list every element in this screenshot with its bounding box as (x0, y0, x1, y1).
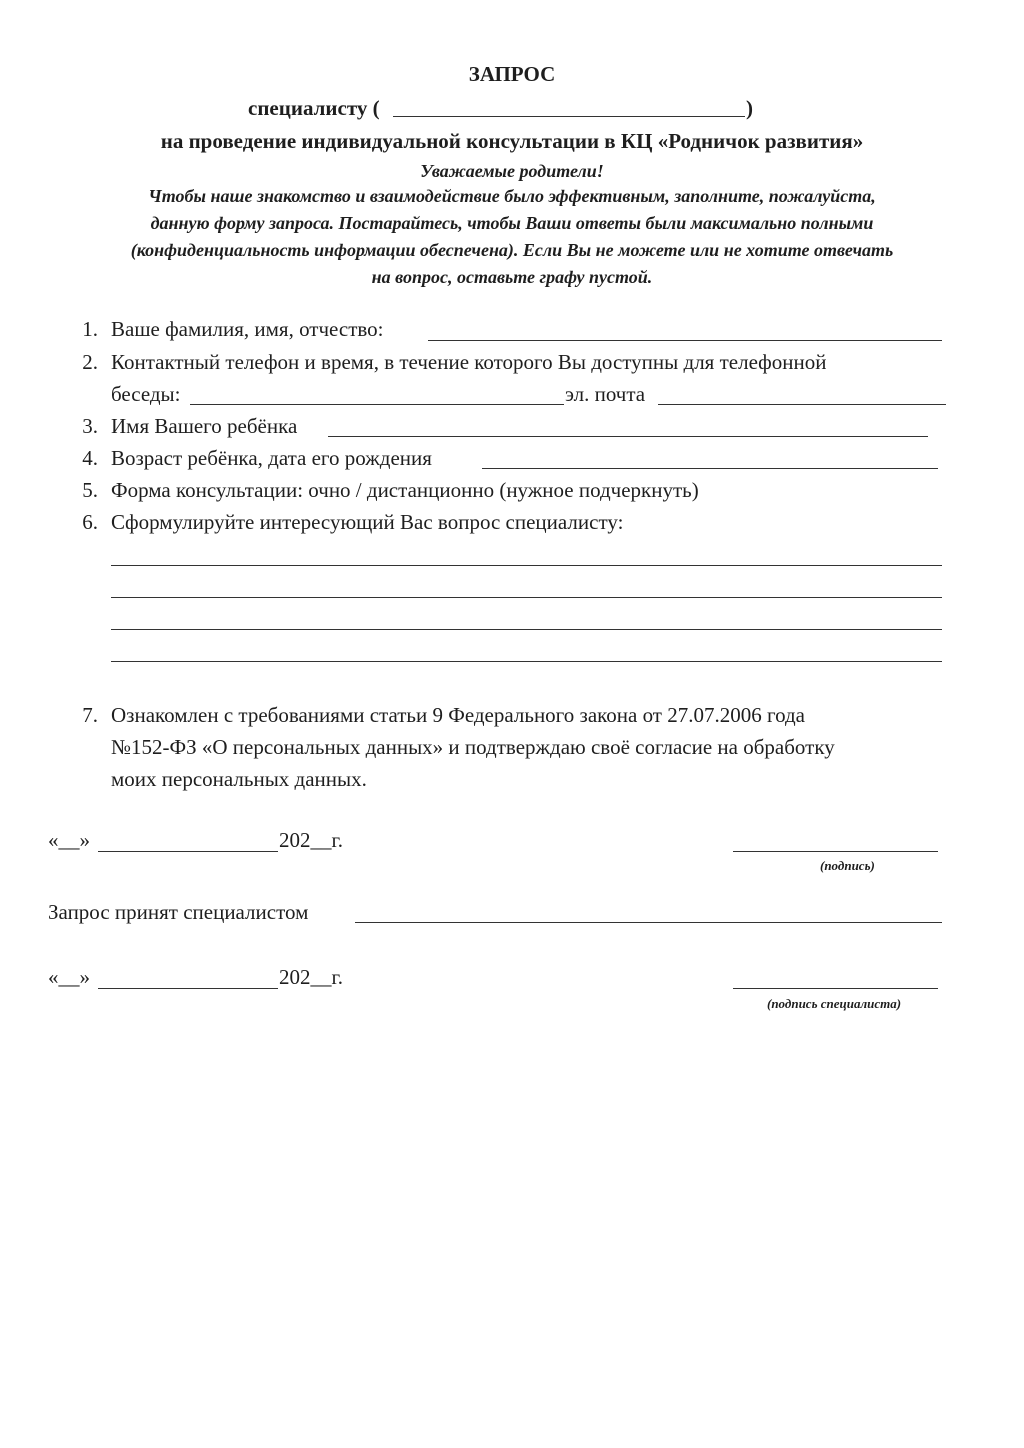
q2-label-cont: беседы: (111, 382, 181, 406)
consent-line: Ознакомлен с требованиями статьи 9 Федерального закона от 27.07.2006 года (111, 703, 805, 727)
intro-line: на вопрос, оставьте графу пустой. (371, 267, 653, 287)
addressee-prefix: специалисту ( (248, 96, 380, 120)
item-number: 4. (82, 446, 98, 470)
phone-field[interactable] (190, 404, 564, 405)
date-year: 202__г. (279, 828, 343, 852)
date-month-field[interactable] (98, 988, 278, 989)
email-field[interactable] (658, 404, 946, 405)
email-label: эл. почта (565, 382, 646, 406)
full-name-field[interactable] (428, 340, 942, 341)
signature-caption: (подпись) (820, 858, 875, 873)
specialist-accepted-field[interactable] (355, 922, 942, 923)
addressee-suffix: ) (746, 96, 753, 120)
intro-line: (конфиденциальность информации обеспечена). Если Вы не можете или не хотите отвечать (130, 240, 894, 260)
q2-label: Контактный телефон и время, в течение которого Вы доступны для телефонной (111, 350, 827, 374)
consent-line: №152-ФЗ «О персональных данных» и подтверждаю своё согласие на обработку (111, 735, 835, 759)
item-number: 3. (82, 414, 98, 438)
item-number: 7. (82, 703, 98, 727)
consent-line: моих персональных данных. (111, 767, 367, 791)
specialist-signature-caption: (подпись специалиста) (767, 996, 902, 1011)
subtitle: на проведение индивидуальной консультации в КЦ «Родничок развития» (160, 129, 864, 153)
question-line-3[interactable] (111, 629, 942, 630)
child-name-field[interactable] (328, 436, 928, 437)
signature-field[interactable] (733, 851, 938, 852)
question-line-2[interactable] (111, 597, 942, 598)
question-line-4[interactable] (111, 661, 942, 662)
addressee-line (248, 96, 380, 121)
specialist-signature-field[interactable] (733, 988, 938, 989)
q3-label: Имя Вашего ребёнка (111, 414, 298, 438)
date-day: «__» (48, 965, 90, 989)
item-number: 5. (82, 478, 98, 502)
date-month-field[interactable] (98, 851, 278, 852)
intro-line: данную форму запроса. Постарайтесь, чтобы Ваши ответы были максимально полными (150, 213, 874, 233)
q4-label: Возраст ребёнка, дата его рождения (111, 446, 432, 470)
date-day: «__» (48, 828, 90, 852)
greeting: Уважаемые родители! (420, 161, 604, 181)
item-number: 1. (82, 317, 98, 341)
q1-label: Ваше фамилия, имя, отчество: (111, 317, 384, 341)
q5-label: Форма консультации: очно / дистанционно (нужное подчеркнуть) (111, 478, 699, 502)
q6-label: Сформулируйте интересующий Вас вопрос специалисту: (111, 510, 624, 534)
accepted-label: Запрос принят специалистом (48, 900, 309, 924)
intro-line: Чтобы наше знакомство и взаимодействие было эффективным, заполните, пожалуйста, (148, 186, 876, 206)
date-year: 202__г. (279, 965, 343, 989)
child-age-field[interactable] (482, 468, 938, 469)
specialist-name-field[interactable] (393, 116, 745, 117)
item-number: 6. (82, 510, 98, 534)
item-number: 2. (82, 350, 98, 374)
question-line-1[interactable] (111, 565, 942, 566)
page-title: ЗАПРОС (468, 62, 556, 86)
